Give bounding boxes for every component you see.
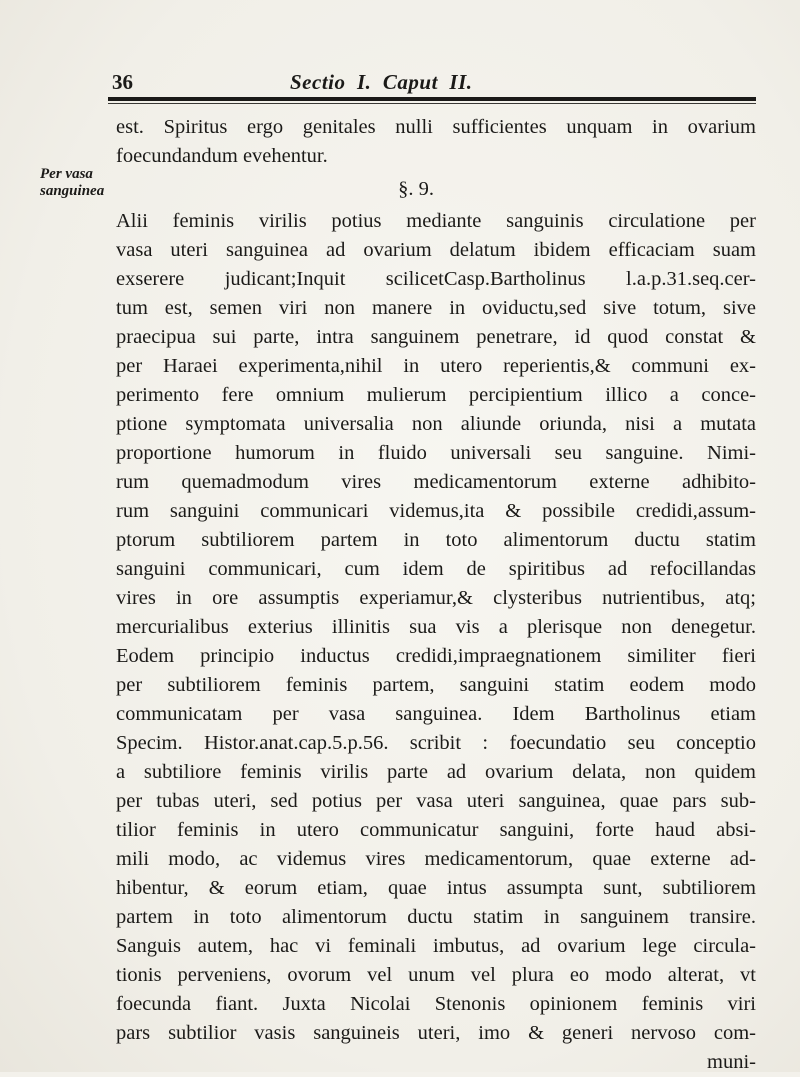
page-header	[100, 70, 760, 100]
text-line: per subtiliorem feminis partem, sanguini statim eodem modo	[116, 674, 756, 696]
header-rule-thin	[108, 103, 756, 104]
running-head: Sectio I. Caput II.	[290, 70, 473, 94]
text-line: rum sanguini communicari videmus,ita & possibile credidi,assum-	[116, 500, 756, 522]
text-line: ptorum subtiliorem partem in toto alimentorum ductu statim	[116, 529, 756, 551]
text-line: tum est, semen viri non manere in oviductu,sed sive totum, sive	[116, 297, 756, 319]
header-rule	[108, 97, 756, 101]
text-line: perimento fere omnium mulierum percipientium illico a conce-	[116, 384, 756, 406]
text-line: per tubas uteri, sed potius per vasa uteri sanguinea, quae pars sub-	[116, 790, 756, 812]
text-line: mili modo, ac videmus vires medicamentorum, quae externe ad-	[116, 848, 756, 870]
text-line: tionis perveniens, ovorum vel unum vel plura eo modo alterat, vt	[116, 964, 756, 986]
text-line: per Haraei experimenta,nihil in utero reperientis,& communi ex-	[116, 355, 756, 377]
page-number: 36	[112, 70, 133, 94]
margin-note-line: sanguinea	[40, 183, 105, 199]
text-line: mercurialibus exterius illinitis sua vis a plerisque non denegetur.	[116, 616, 756, 638]
text-line: Eodem principio inductus credidi,impraegnationem similiter fieri	[116, 645, 756, 667]
text-line: Specim. Histor.anat.cap.5.p.56. scribit : foecundatio seu conceptio	[116, 732, 756, 754]
text-line: partem in toto alimentorum ductu statim in sanguinem transire.	[116, 906, 756, 928]
text-line: vires in ore assumptis experiamur,& clysteribus nutrientibus, atq;	[116, 587, 756, 609]
text-line: communicatam per vasa sanguinea. Idem Bartholinus etiam	[116, 703, 756, 725]
text-line: a subtiliore feminis virilis parte ad ovarium delata, non quidem	[116, 761, 756, 783]
text-line: est. Spiritus ergo genitales nulli sufficientes unquam in ovarium	[116, 116, 756, 138]
text-line: rum quemadmodum vires medicamentorum externe adhibito-	[116, 471, 756, 493]
text-line: vasa uteri sanguinea ad ovarium delatum ibidem efficaciam suam	[116, 239, 756, 261]
text-line: foecundandum evehentur.	[116, 145, 328, 167]
text-line: ptione symptomata universalia non aliunde oriunda, nisi a mutata	[116, 413, 756, 435]
catchword: muni-	[707, 1051, 756, 1073]
text-line: Sanguis autem, hac vi feminali imbutus, ad ovarium lege circula-	[116, 935, 756, 957]
text-line: tilior feminis in utero communicatur sanguini, forte haud absi-	[116, 819, 756, 841]
text-line: hibentur, & eorum etiam, quae intus assumpta sunt, subtiliorem	[116, 877, 756, 899]
text-line: pars subtilior vasis sanguineis uteri, imo & generi nervoso com-	[116, 1022, 756, 1044]
margin-note	[40, 166, 105, 200]
text-line: foecunda fiant. Juxta Nicolai Stenonis opinionem feminis viri	[116, 993, 756, 1015]
section-number: §. 9.	[398, 178, 434, 200]
margin-note-line: Per vasa	[40, 166, 93, 182]
text-line: Alii feminis virilis potius mediante sanguinis circulatione per	[116, 210, 756, 232]
text-line: exserere judicant;Inquit scilicetCasp.Bartholinus l.a.p.31.seq.cer-	[116, 268, 756, 290]
text-line: praecipua sui parte, intra sanguinem penetrare, id quod constat &	[116, 326, 756, 348]
text-line: sanguini communicari, cum idem de spiritibus ad refocillandas	[116, 558, 756, 580]
text-line: proportione humorum in fluido universali seu sanguine. Nimi-	[116, 442, 756, 464]
